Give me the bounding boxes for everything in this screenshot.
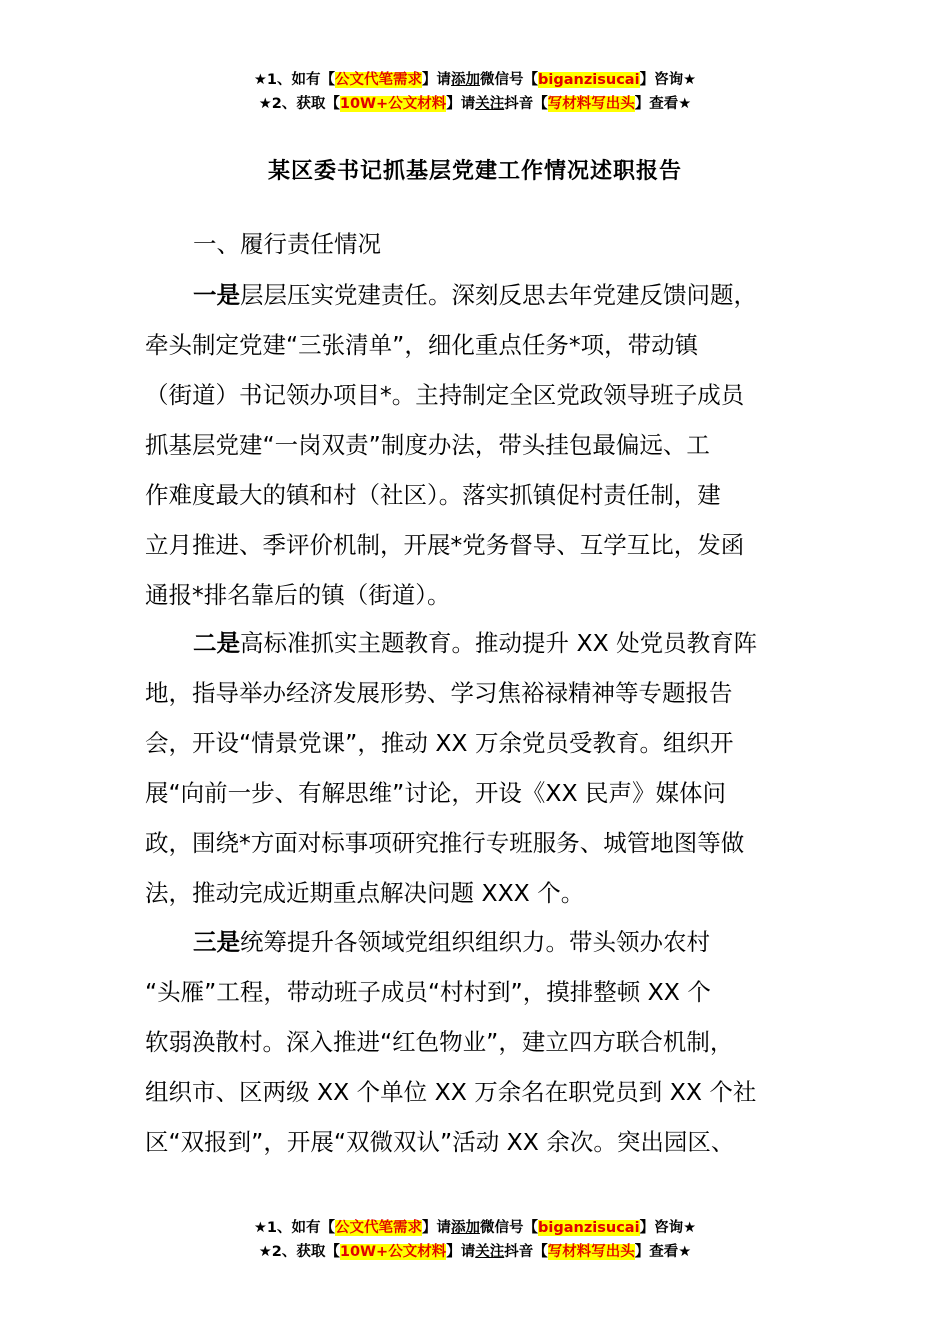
- paragraph-line: 区“双报到”，开展“双微双认”活动 XX 余次。突出园区、: [145, 1128, 735, 1156]
- paragraph-line: [145, 618, 825, 668]
- banner-text: 抖音【: [504, 1244, 548, 1260]
- banner-underline: 添加: [451, 1220, 481, 1236]
- paragraph-3: [145, 917, 825, 1167]
- banner-highlight: 写材料写出头: [547, 1244, 635, 1260]
- banner-text: 】请: [422, 1220, 452, 1236]
- banner-highlight: 10W+公文材料: [339, 96, 447, 112]
- paragraph-line: 通报*排名靠后的镇（街道）。: [145, 581, 451, 609]
- document-title: 某区委书记抓基层党建工作情况述职报告: [267, 159, 682, 184]
- banner-underline: 关注: [475, 96, 505, 112]
- line-text: 层层压实党建责任。深刻反思去年党建反馈问题，: [240, 281, 757, 309]
- paragraph-1: [145, 270, 825, 620]
- paragraph-line: 法，推动完成近期重点解决问题 XXX 个。: [145, 879, 585, 907]
- paragraph-line: 作难度最大的镇和村（社区）。落实抓镇促村责任制，建: [145, 481, 721, 509]
- banner-text: ★2、获取【: [258, 1244, 340, 1260]
- paragraph-2: [145, 618, 825, 918]
- line-text: 统筹提升各领域党组织组织力。带头领办农村: [240, 928, 710, 956]
- paragraph-line: 抓基层党建“一岗双责”制度办法，带头挂包最偏远、工: [145, 431, 710, 459]
- banner-text: 】查看★: [634, 1244, 692, 1260]
- paragraph-lead: 二是: [193, 629, 240, 657]
- banner-text: ★1、如有【: [253, 72, 336, 88]
- banner-text: 微信号【: [480, 72, 539, 88]
- line-text: 高标准抓实主题教育。推动提升 XX 处党员教育阵: [240, 629, 758, 657]
- banner-text: 微信号【: [480, 1220, 539, 1236]
- banner-highlight: biganzisucai: [538, 1220, 640, 1236]
- banner-highlight: 10W+公文材料: [339, 1244, 447, 1260]
- banner-underline: 关注: [475, 1244, 505, 1260]
- paragraph-line: 地，指导举办经济发展形势、学习焦裕禄精神等专题报告: [145, 679, 733, 707]
- banner-text: 】请: [422, 72, 452, 88]
- paragraph-line: 展“向前一步、有解思维”讨论，开设《XX 民声》媒体问: [145, 779, 727, 807]
- paragraph-line: [145, 270, 825, 320]
- section-heading: 一、履行责任情况: [193, 230, 381, 258]
- paragraph-line: [145, 917, 825, 967]
- paragraph-line: 组织市、区两级 XX 个单位 XX 万余名在职党员到 XX 个社: [145, 1078, 757, 1106]
- paragraph-line: （街道）书记领办项目*。主持制定全区党政领导班子成员: [145, 381, 745, 409]
- paragraph-line: 软弱涣散村。深入推进“红色物业”，建立四方联合机制，: [145, 1028, 734, 1056]
- banner-text: 】请: [446, 96, 476, 112]
- banner-highlight: 公文代笔需求: [335, 72, 423, 88]
- banner-line-1: [0, 68, 950, 92]
- banner-text: 】咨询★: [639, 1220, 697, 1236]
- banner-text: ★2、获取【: [258, 96, 340, 112]
- banner-text: ★1、如有【: [253, 1220, 336, 1236]
- paragraph-line: 立月推进、季评价机制，开展*党务督导、互学互比，发函: [145, 531, 745, 559]
- paragraph-line: “头雁”工程，带动班子成员“村村到”，摸排整顿 XX 个: [145, 978, 711, 1006]
- banner-line-2: [0, 92, 950, 116]
- banner-underline: 添加: [451, 72, 481, 88]
- banner-text: 】咨询★: [639, 72, 697, 88]
- banner-highlight: 写材料写出头: [547, 96, 635, 112]
- banner-text: 】查看★: [634, 96, 692, 112]
- banner-line-1: [0, 1216, 950, 1240]
- banner-highlight: biganzisucai: [538, 72, 640, 88]
- banner-highlight: 公文代笔需求: [335, 1220, 423, 1236]
- paragraph-lead: 一是: [193, 281, 240, 309]
- banner-text: 抖音【: [504, 96, 548, 112]
- paragraph-line: 政，围绕*方面对标事项研究推行专班服务、城管地图等做: [145, 829, 745, 857]
- banner-line-2: [0, 1240, 950, 1264]
- paragraph-line: 牵头制定党建“三张清单”，细化重点任务*项，带动镇: [145, 331, 699, 359]
- paragraph-line: 会，开设“情景党课”，推动 XX 万余党员受教育。组织开: [145, 729, 734, 757]
- paragraph-lead: 三是: [193, 928, 240, 956]
- top-banner: [0, 68, 950, 116]
- bottom-banner: [0, 1216, 950, 1264]
- banner-text: 】请: [446, 1244, 476, 1260]
